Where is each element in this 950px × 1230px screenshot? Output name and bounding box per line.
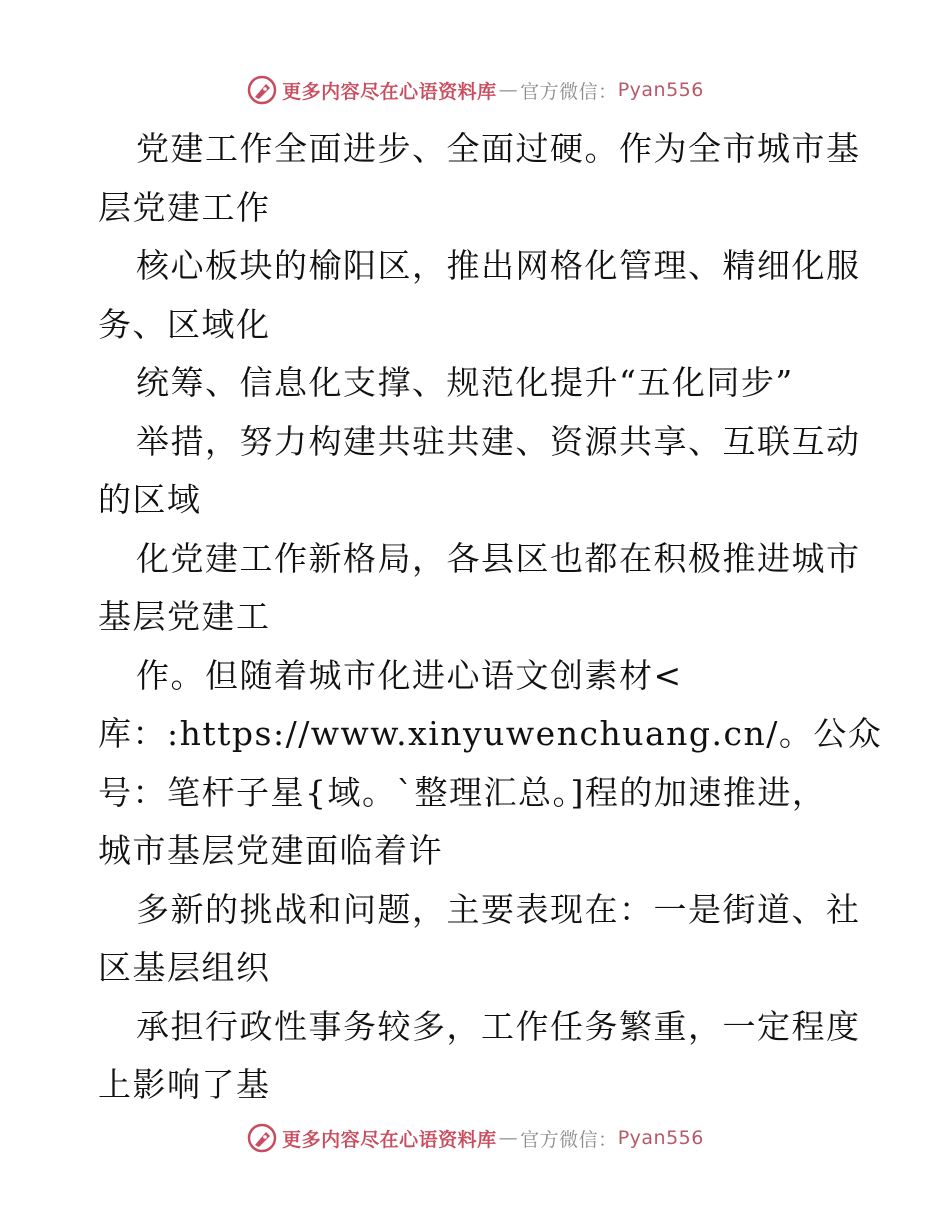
text-line: 统筹、信息化支撑、规范化提升“五化同步” (136, 363, 794, 402)
header-resource-link[interactable]: 更多内容尽在心语资料库 (282, 80, 497, 103)
text-line: 层党建工作 (98, 187, 271, 227)
text-line: 基层党建工 (98, 597, 271, 636)
text-line: 城市基层党建面临着许 (98, 831, 443, 870)
text-line: 承担行政性事务较多，工作任务繁重，一定程度 (136, 1006, 861, 1046)
footer-resource-link[interactable]: 更多内容尽在心语资料库 (282, 1128, 497, 1151)
text-line: 党建工作全面进步、全面过硬。作为全市城市基 (136, 129, 861, 168)
header-official-label: 官方微信： (520, 80, 618, 103)
text-line: 号：笔杆子星{域。`整理汇总。]程的加速推进， (98, 772, 827, 812)
footer-banner[interactable] (0, 1118, 950, 1158)
text-line: 上影响了基 (98, 1065, 271, 1104)
text-line: 区基层组织 (98, 948, 271, 987)
footer-official-label: 官方微信： (520, 1128, 618, 1151)
text-line: 化党建工作新格局，各县区也都在积极推进城市 (136, 538, 861, 578)
text-line: 的区域 (98, 480, 202, 519)
text-line: 务、区域化 (98, 304, 271, 344)
pen-nib-logo-icon (246, 74, 278, 106)
footer-wechat-id: Pyan556 (617, 1127, 704, 1149)
header-wechat-id: Pyan556 (617, 79, 704, 101)
text-line: 多新的挑战和问题，主要表现在：一是街道、社 (136, 889, 861, 929)
text-line: 核心板块的榆阳区，推出网格化管理、精细化服 (136, 246, 861, 285)
text-line: 举措，努力构建共驻共建、资源共享、互联互动 (136, 421, 861, 461)
document-body (98, 120, 883, 1115)
header-separator: — (498, 79, 519, 101)
text-line: 作。但随着城市化进心语文创素材< (136, 655, 683, 695)
pen-nib-logo-icon (246, 1122, 278, 1154)
footer-separator: — (498, 1127, 519, 1149)
text-line: 库：:https://www.xinyuwenchuang.cn/。公众 (98, 714, 883, 753)
header-banner[interactable] (0, 70, 950, 110)
